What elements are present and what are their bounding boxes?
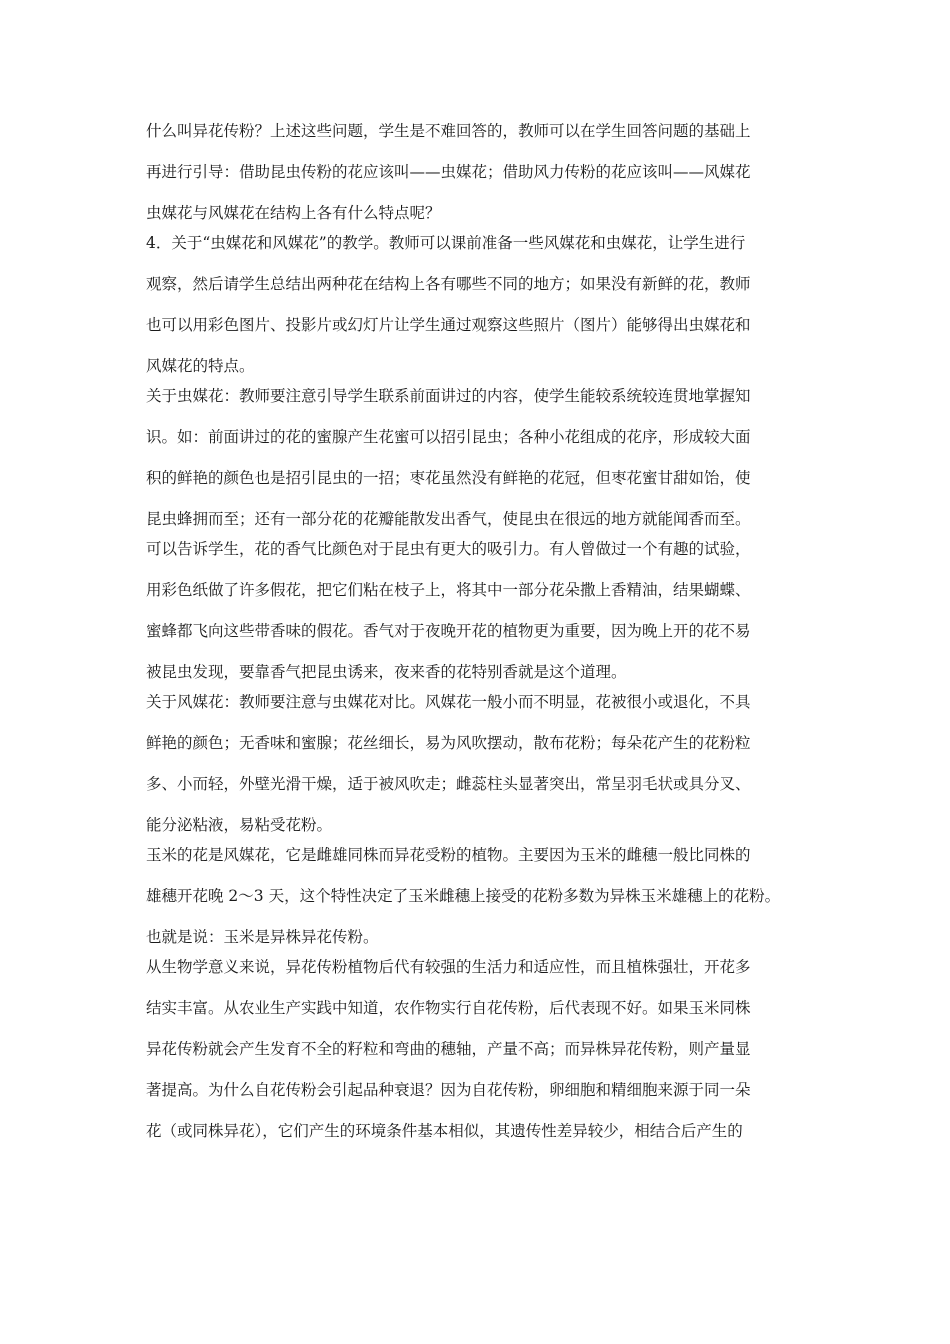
text-line: 关于虫媒花：教师要注意引导学生联系前面讲过的内容，使学生能较系统较连贯地掌握知 xyxy=(146,387,751,405)
text-line: 4．关于“虫媒花和风媒花”的教学。教师可以课前准备一些风媒花和虫媒花，让学生进行 xyxy=(146,234,746,252)
text-line: 被昆虫发现，要靠香气把昆虫诱来，夜来香的花特别香就是这个道理。 xyxy=(146,663,627,681)
text-line: 异花传粉就会产生发育不全的籽粒和弯曲的穗轴，产量不高；而异株异花传粉，则产量显 xyxy=(146,1040,751,1058)
text-line: 蜜蜂都飞向这些带香味的假花。香气对于夜晚开花的植物更为重要，因为晚上开的花不易 xyxy=(146,622,751,640)
text-line: 花（或同株异花），它们产生的环境条件基本相似，其遗传性差异较少，相结合后产生的 xyxy=(146,1122,743,1140)
text-line: 雄穗开花晚 2～3 天，这个特性决定了玉米雌穗上接受的花粉多数为异株玉米雄穗上的花粉。 xyxy=(146,887,781,905)
text-line: 玉米的花是风媒花，它是雌雄同株而异花受粉的植物。主要因为玉米的雌穗一般比同株的 xyxy=(146,846,751,864)
text-line: 再进行引导：借助昆虫传粉的花应该叫——虫媒花；借助风力传粉的花应该叫——风媒花 xyxy=(146,163,751,181)
text-line: 也可以用彩色图片、投影片或幻灯片让学生通过观察这些照片（图片）能够得出虫媒花和 xyxy=(146,316,751,334)
text-line: 风媒花的特点。 xyxy=(146,357,255,375)
text-line: 识。如：前面讲过的花的蜜腺产生花蜜可以招引昆虫；各种小花组成的花序，形成较大面 xyxy=(146,428,751,446)
text-line: 虫媒花与风媒花在结构上各有什么特点呢？ xyxy=(146,204,441,222)
text-line: 用彩色纸做了许多假花，把它们粘在枝子上，将其中一部分花朵撒上香精油，结果蝴蝶、 xyxy=(146,581,751,599)
text-line: 著提高。为什么自花传粉会引起品种衰退？因为自花传粉，卵细胞和精细胞来源于同一朵 xyxy=(146,1081,751,1099)
text-line: 也就是说：玉米是异株异花传粉。 xyxy=(146,928,379,946)
text-line: 可以告诉学生，花的香气比颜色对于昆虫有更大的吸引力。有人曾做过一个有趣的试验， xyxy=(146,540,751,558)
text-line: 昆虫蜂拥而至；还有一部分花的花瓣能散发出香气，使昆虫在很远的地方就能闻香而至。 xyxy=(146,510,751,528)
text-line: 从生物学意义来说，异花传粉植物后代有较强的生活力和适应性，而且植株强壮，开花多 xyxy=(146,958,751,976)
text-line: 能分泌粘液，易粘受花粉。 xyxy=(146,816,333,834)
text-line: 关于风媒花：教师要注意与虫媒花对比。风媒花一般小而不明显，花被很小或退化，不具 xyxy=(146,693,751,711)
text-line: 什么叫异花传粉？上述这些问题，学生是不难回答的，教师可以在学生回答问题的基础上 xyxy=(146,122,751,140)
text-line: 观察，然后请学生总结出两种花在结构上各有哪些不同的地方；如果没有新鲜的花，教师 xyxy=(146,275,751,293)
text-line: 积的鲜艳的颜色也是招引昆虫的一招；枣花虽然没有鲜艳的花冠，但枣花蜜甘甜如饴，使 xyxy=(146,469,751,487)
document-body xyxy=(146,118,810,1159)
text-line: 多、小而轻，外壁光滑干燥，适于被风吹走；雌蕊柱头显著突出，常呈羽毛状或具分叉、 xyxy=(146,775,751,793)
text-line: 鲜艳的颜色；无香味和蜜腺；花丝细长，易为风吹摆动，散布花粉；每朵花产生的花粉粒 xyxy=(146,734,751,752)
text-line: 结实丰富。从农业生产实践中知道，农作物实行自花传粉，后代表现不好。如果玉米同株 xyxy=(146,999,751,1017)
